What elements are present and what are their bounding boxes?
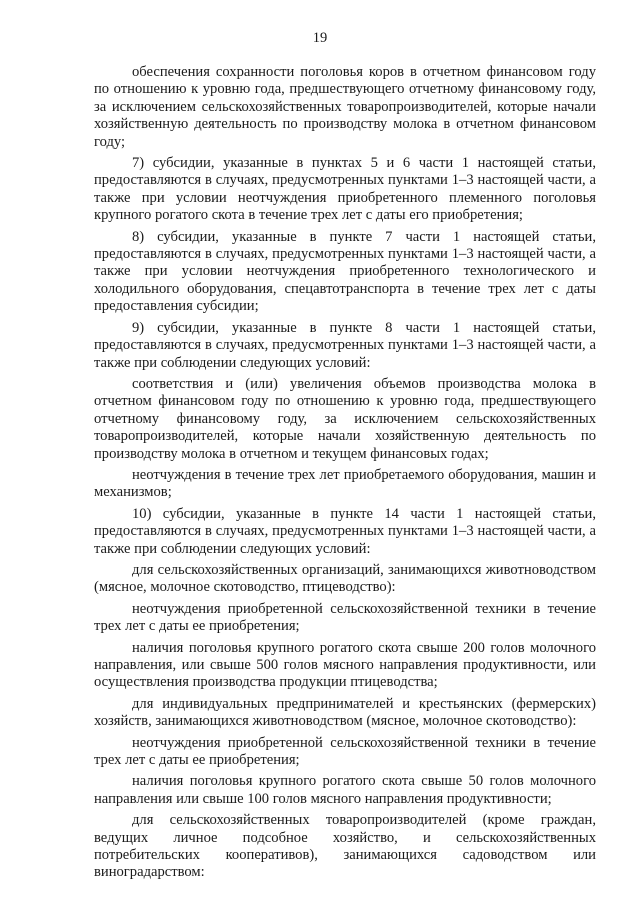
paragraph: обеспечения сохранности поголовья коров в отчетном финансовом году по отношению к уровню года, предшествующего отчетному финансовому году, за исключением сельскохозяйственных товаропроизводителей, которые начали хозяйственную деятельность по производству молока в отчетном финансовом году; [94, 64, 596, 150]
paragraph: 10) субсидии, указанные в пункте 14 части 1 настоящей статьи, предоставляются в случаях, предусмотренных пунктами 1–3 настоящей части, а также при соблюдении следующих условий: [94, 505, 596, 557]
paragraph: неотчуждения приобретенной сельскохозяйственной техники в течение трех лет с даты ее приобретения; [94, 734, 596, 769]
paragraph: соответствия и (или) увеличения объемов производства молока в отчетном финансовом году по отношению к уровню года, предшествующего отчетному финансовому году, за исключением сельскохозяйственных товаропроизводителей, которые начали хозяйственную деятельность по производству молока в отчетном и текущем финансовых годах; [94, 375, 596, 462]
paragraph: 9) субсидии, указанные в пункте 8 части 1 настоящей статьи, предоставляются в случаях, предусмотренных пунктами 1–3 настоящей части, а также при соблюдении следующих условий: [94, 319, 596, 371]
paragraph: для сельскохозяйственных организаций, занимающихся животноводством (мясное, молочное скотоводство, птицеводство): [94, 561, 596, 596]
paragraph: наличия поголовья крупного рогатого скота свыше 50 голов молочного направления или свыше 100 голов мясного направления продуктивности; [94, 773, 596, 807]
paragraph: 7) субсидии, указанные в пунктах 5 и 6 части 1 настоящей статьи, предоставляются в случаях, предусмотренных пунктами 1–3 настоящей части, а также при условии неотчуждения приобретенного племенного поголовья крупного рогатого скота в течение трех лет с даты его приобретения; [94, 155, 596, 224]
page-number: 19 [312, 30, 328, 46]
paragraph: для сельскохозяйственных товаропроизводителей (кроме граждан, ведущих личное подсобное хозяйство, и сельскохозяйственных потребительских кооперативов), занимающихся садоводством или виноградарством: [94, 812, 596, 881]
document-body [94, 64, 596, 886]
paragraph: 8) субсидии, указанные в пункте 7 части 1 настоящей статьи, предоставляются в случаях, предусмотренных пунктами 1–3 настоящей части, а также при условии неотчуждения приобретенного технологического и холодильного оборудования, спецавтотранспорта в течение трех лет с даты предоставления субсидии; [94, 228, 596, 315]
paragraph: наличия поголовья крупного рогатого скота свыше 200 голов молочного направления, или свыше 500 голов мясного направления продуктивности, или осуществления производства продукции птицеводства; [94, 639, 596, 691]
paragraph: для индивидуальных предпринимателей и крестьянских (фермерских) хозяйств, занимающихся животноводством (мясное, молочное скотоводство): [94, 695, 596, 730]
paragraph: неотчуждения приобретенной сельскохозяйственной техники в течение трех лет с даты ее приобретения; [94, 600, 596, 635]
paragraph: неотчуждения в течение трех лет приобретаемого оборудования, машин и механизмов; [94, 466, 596, 501]
